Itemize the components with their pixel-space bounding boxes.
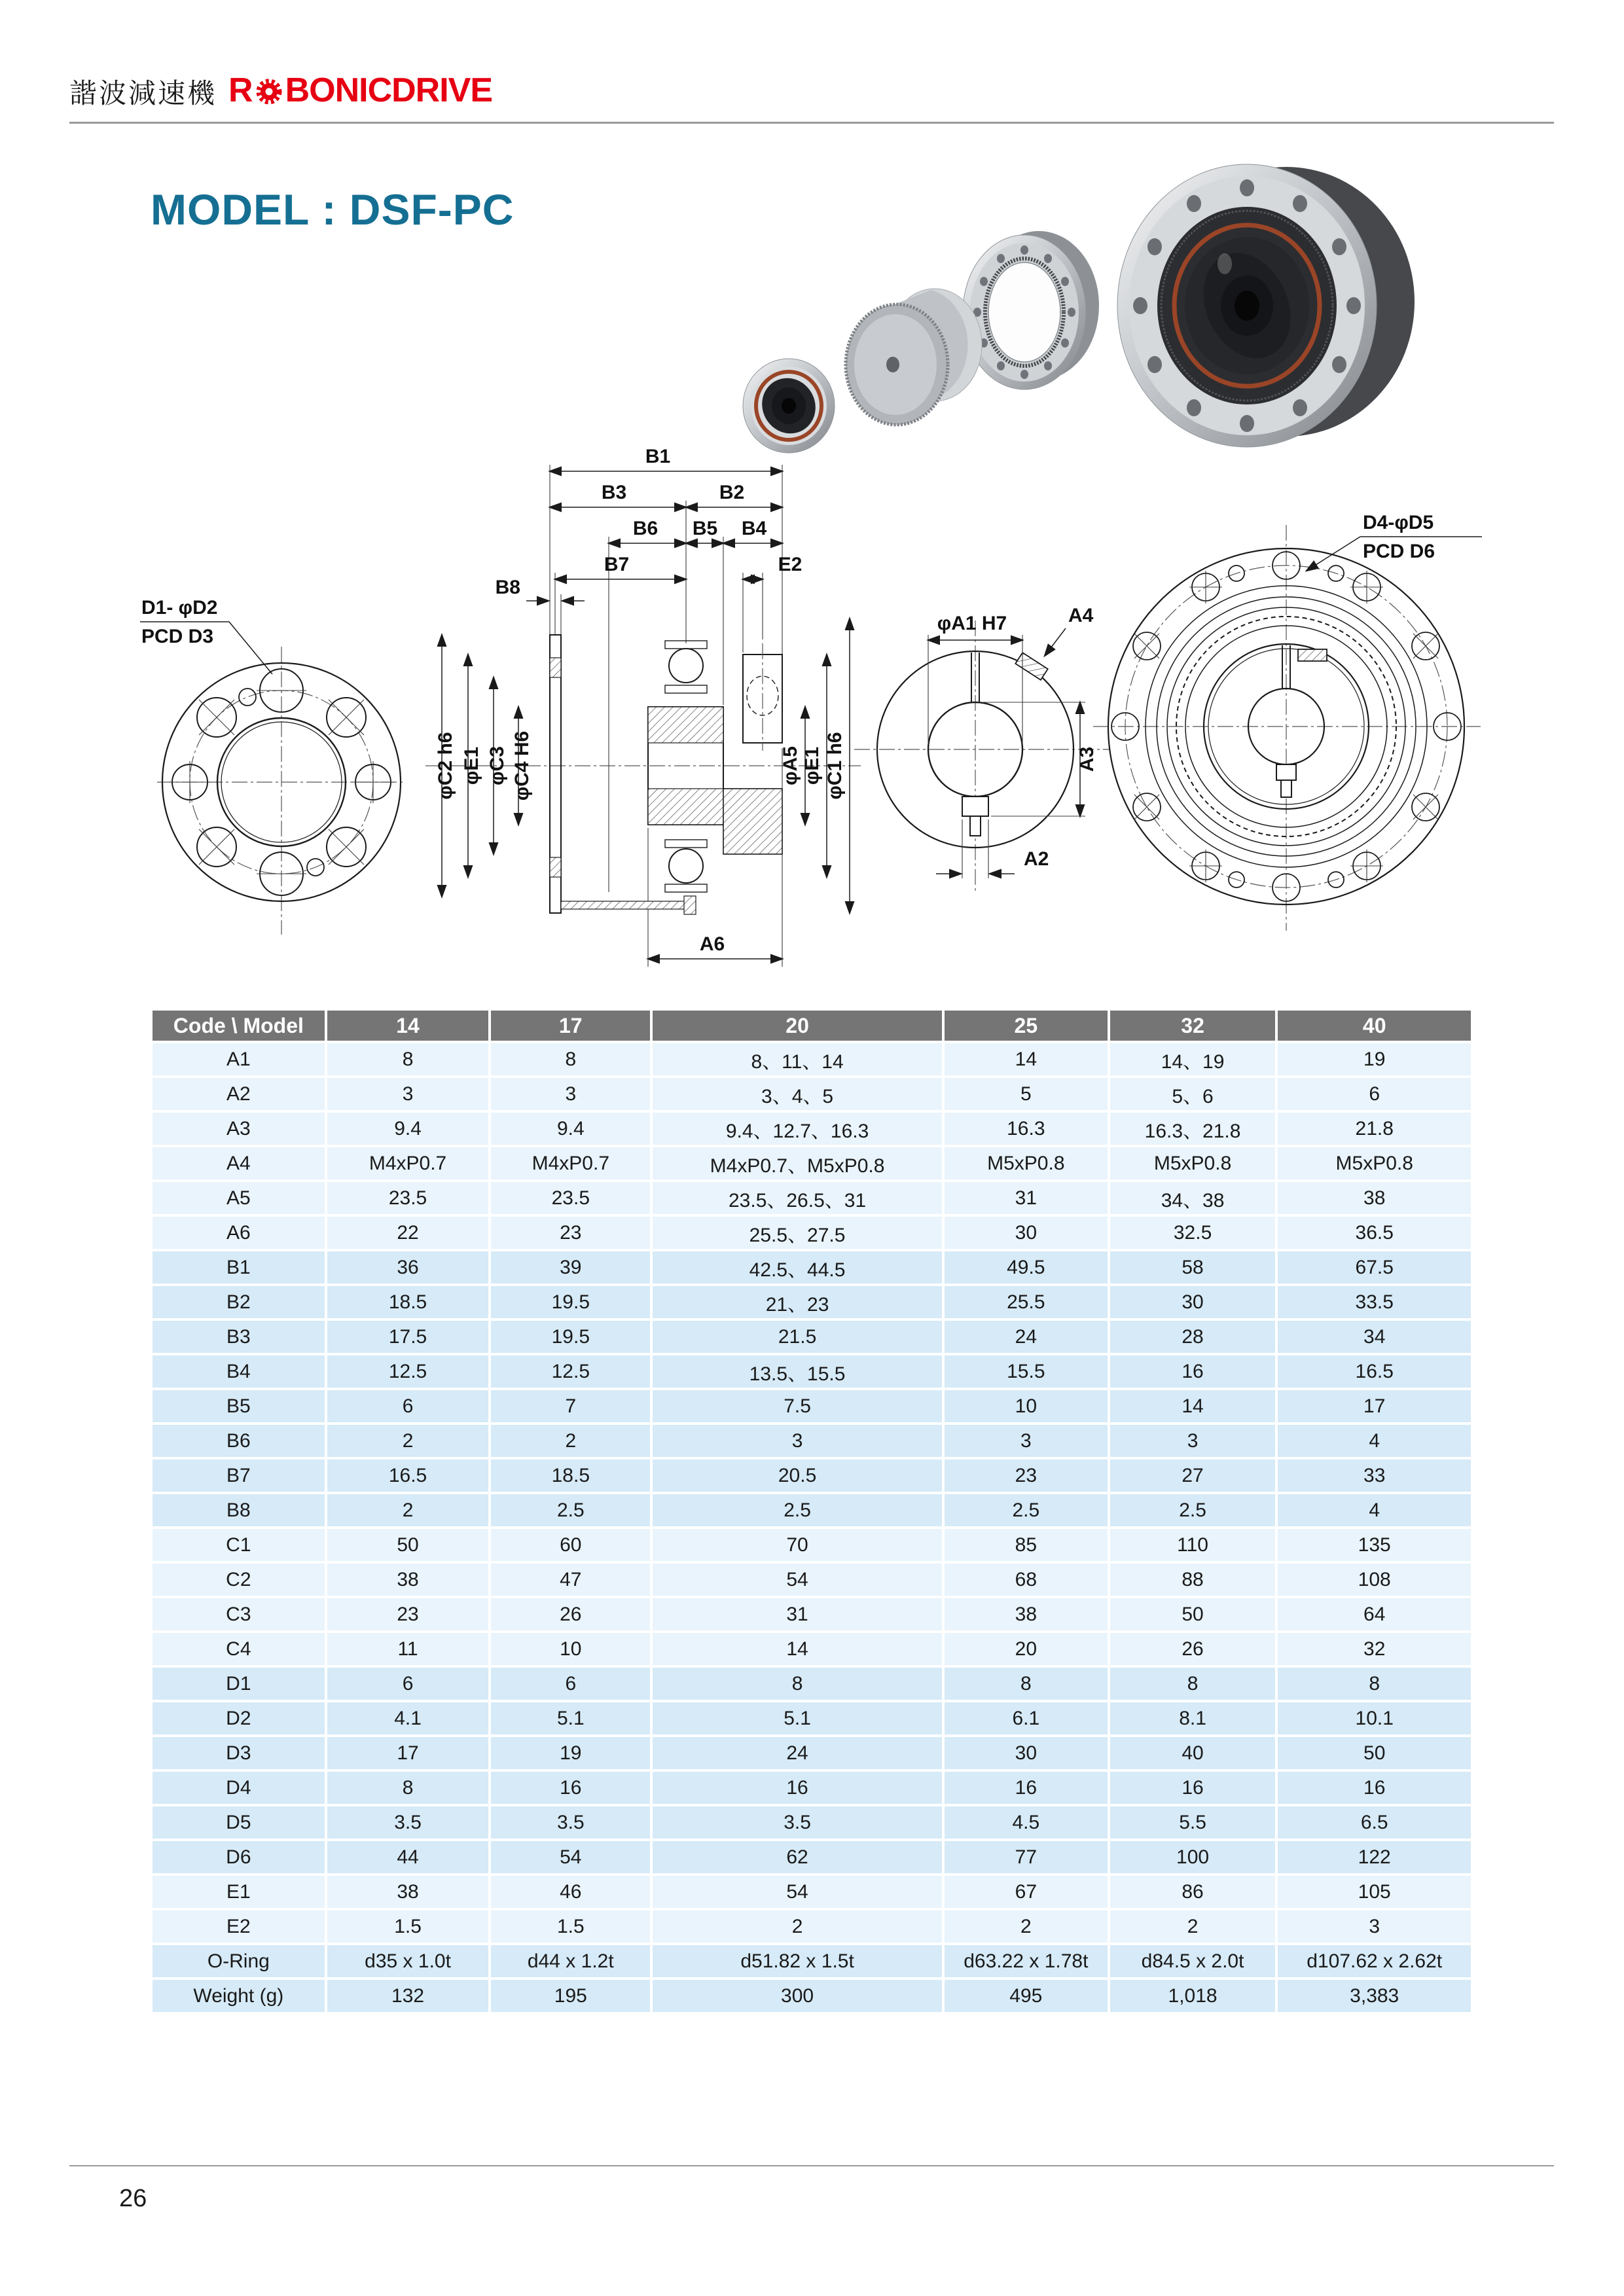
row-value: 6 <box>491 1668 650 1700</box>
table-row <box>153 1841 1471 1873</box>
footer-divider <box>69 2165 1554 2166</box>
row-value: 135 <box>1278 1529 1471 1561</box>
row-value: 100 <box>1110 1841 1276 1873</box>
row-value: 21.8 <box>1278 1113 1471 1145</box>
row-value: 60 <box>491 1529 650 1561</box>
flange-rear-callout-line2: PCD D6 <box>1363 541 1435 562</box>
row-value: 23 <box>327 1598 489 1630</box>
row-value: 77 <box>945 1841 1108 1873</box>
row-code: E1 <box>153 1876 325 1908</box>
row-value: 19.5 <box>491 1286 650 1318</box>
row-value: 195 <box>491 1980 650 2012</box>
row-value: 30 <box>1110 1286 1276 1318</box>
row-value: 16 <box>1110 1355 1276 1388</box>
table-row <box>153 1425 1471 1457</box>
row-value: 2.5 <box>1110 1494 1276 1526</box>
row-value: 47 <box>491 1564 650 1596</box>
dim-b6: B6 <box>632 518 659 539</box>
row-value: 6 <box>1278 1078 1471 1110</box>
row-value: 85 <box>945 1529 1108 1561</box>
row-value: 10.1 <box>1278 1702 1471 1734</box>
row-code: B1 <box>153 1251 325 1283</box>
spec-table-body <box>153 1043 1471 2012</box>
row-code: D2 <box>153 1702 325 1734</box>
spec-table <box>150 1008 1473 2015</box>
row-value: 13.5、15.5 <box>653 1355 942 1388</box>
row-value: 108 <box>1278 1564 1471 1596</box>
row-value: 15.5 <box>945 1355 1108 1388</box>
row-value: 86 <box>1110 1876 1276 1908</box>
table-row <box>153 1806 1471 1839</box>
row-value: 6 <box>327 1390 489 1422</box>
table-row <box>153 1494 1471 1526</box>
row-value: 3.5 <box>491 1806 650 1839</box>
row-code: D4 <box>153 1772 325 1804</box>
table-row <box>153 1564 1471 1596</box>
row-value: 8 <box>491 1043 650 1075</box>
dim-a5: φA5 <box>780 746 801 785</box>
row-value: 8 <box>945 1668 1108 1700</box>
spec-table-header-row <box>153 1011 1471 1041</box>
row-value: 1,018 <box>1110 1980 1276 2012</box>
row-code: A3 <box>153 1113 325 1145</box>
header-model-14: 14 <box>327 1011 489 1041</box>
table-row <box>153 1147 1471 1179</box>
dim-c4: φC4 H6 <box>511 730 533 801</box>
row-value: 31 <box>653 1598 942 1630</box>
row-value: d107.62 x 2.62t <box>1278 1945 1471 1977</box>
row-value: d63.22 x 1.78t <box>945 1945 1108 1977</box>
table-row <box>153 1355 1471 1388</box>
row-value: 26 <box>491 1598 650 1630</box>
row-code: A2 <box>153 1078 325 1110</box>
row-value: 2 <box>491 1425 650 1457</box>
row-code: C3 <box>153 1598 325 1630</box>
row-value: 300 <box>653 1980 942 2012</box>
row-value: 20.5 <box>653 1460 942 1492</box>
dim-a1: φA1 H7 <box>937 613 1007 634</box>
table-row <box>153 1910 1471 1943</box>
row-value: 3 <box>327 1078 489 1110</box>
row-value: d35 x 1.0t <box>327 1945 489 1977</box>
row-value: 24 <box>945 1321 1108 1353</box>
circular-spline-photo <box>963 231 1099 389</box>
row-value: 6 <box>327 1668 489 1700</box>
dim-c1: φC1 h6 <box>824 732 846 800</box>
row-value: 68 <box>945 1564 1108 1596</box>
row-code: A5 <box>153 1182 325 1214</box>
row-value: 36.5 <box>1278 1217 1471 1249</box>
section-view-drawing <box>386 435 871 998</box>
row-value: 16.3 <box>945 1113 1108 1145</box>
row-value: 105 <box>1278 1876 1471 1908</box>
dim-a2: A2 <box>1024 848 1049 870</box>
row-value: 50 <box>1110 1598 1276 1630</box>
row-value: 54 <box>653 1564 942 1596</box>
brand-logo <box>228 73 492 107</box>
row-value: 2.5 <box>491 1494 650 1526</box>
row-value: 10 <box>491 1633 650 1665</box>
row-value: 8 <box>327 1043 489 1075</box>
row-value: 2 <box>653 1910 942 1943</box>
row-value: 17 <box>327 1737 489 1769</box>
row-code: B7 <box>153 1460 325 1492</box>
row-value: 21.5 <box>653 1321 942 1353</box>
row-value: 132 <box>327 1980 489 2012</box>
header-code-model: Code \ Model <box>153 1011 325 1041</box>
flexspline-photo <box>846 289 982 425</box>
flange-rear-callout-line1: D4-φD5 <box>1363 512 1434 533</box>
row-value: 67.5 <box>1278 1251 1471 1283</box>
row-value: 16 <box>653 1772 942 1804</box>
table-row <box>153 1876 1471 1908</box>
dim-a3: A3 <box>1076 746 1098 772</box>
row-value: 49.5 <box>945 1251 1108 1283</box>
row-value: 9.4、12.7、16.3 <box>653 1113 942 1145</box>
row-code: B5 <box>153 1390 325 1422</box>
row-value: 16 <box>945 1772 1108 1804</box>
row-code: D5 <box>153 1806 325 1839</box>
row-value: 14 <box>945 1043 1108 1075</box>
row-value: 22 <box>327 1217 489 1249</box>
row-value: 58 <box>1110 1251 1276 1283</box>
row-value: 2.5 <box>653 1494 942 1526</box>
row-value: 7.5 <box>653 1390 942 1422</box>
row-value: 88 <box>1110 1564 1276 1596</box>
table-row <box>153 1737 1471 1769</box>
row-value: 16 <box>491 1772 650 1804</box>
row-value: 54 <box>491 1841 650 1873</box>
row-value: 32.5 <box>1110 1217 1276 1249</box>
table-row <box>153 1668 1471 1700</box>
row-value: 38 <box>945 1598 1108 1630</box>
gear-icon <box>254 75 284 105</box>
row-value: 14 <box>653 1633 942 1665</box>
table-row <box>153 1633 1471 1665</box>
row-value: 33 <box>1278 1460 1471 1492</box>
header-model-32: 32 <box>1110 1011 1276 1041</box>
row-value: 8 <box>1278 1668 1471 1700</box>
row-value: 11 <box>327 1633 489 1665</box>
dim-a4: A4 <box>1068 605 1094 626</box>
row-value: 8 <box>327 1772 489 1804</box>
row-value: 40 <box>1110 1737 1276 1769</box>
table-row <box>153 1529 1471 1561</box>
row-value: 67 <box>945 1876 1108 1908</box>
row-value: 122 <box>1278 1841 1471 1873</box>
row-value: 28 <box>1110 1321 1276 1353</box>
dim-b1: B1 <box>645 446 671 467</box>
row-value: 34 <box>1278 1321 1471 1353</box>
page-header <box>69 73 492 107</box>
row-code: Weight (g) <box>153 1980 325 2012</box>
flange-front-callout-line1: D1- φD2 <box>141 597 218 619</box>
row-value: 495 <box>945 1980 1108 2012</box>
table-row <box>153 1113 1471 1145</box>
page-title: MODEL : DSF-PC <box>151 185 514 234</box>
row-value: 6.1 <box>945 1702 1108 1734</box>
row-value: 1.5 <box>491 1910 650 1943</box>
row-value: 5 <box>945 1078 1108 1110</box>
row-value: 38 <box>327 1564 489 1596</box>
table-row <box>153 1460 1471 1492</box>
row-value: 23 <box>491 1217 650 1249</box>
table-row <box>153 1702 1471 1734</box>
row-value: 33.5 <box>1278 1286 1471 1318</box>
row-value: 3 <box>1278 1910 1471 1943</box>
row-value: 54 <box>653 1876 942 1908</box>
table-row <box>153 1251 1471 1283</box>
table-row <box>153 1217 1471 1249</box>
row-value: 24 <box>653 1737 942 1769</box>
row-value: M5xP0.8 <box>1278 1147 1471 1179</box>
header-divider <box>69 122 1554 124</box>
row-value: 3 <box>945 1425 1108 1457</box>
row-value: 23 <box>945 1460 1108 1492</box>
row-code: B8 <box>153 1494 325 1526</box>
table-row <box>153 1772 1471 1804</box>
row-value: 5.5 <box>1110 1806 1276 1839</box>
row-value: 6.5 <box>1278 1806 1471 1839</box>
row-value: 4 <box>1278 1494 1471 1526</box>
row-value: 2 <box>1110 1910 1276 1943</box>
row-value: 16.5 <box>1278 1355 1471 1388</box>
row-code: D3 <box>153 1737 325 1769</box>
header-model-20: 20 <box>653 1011 942 1041</box>
product-category-label: 諧波減速機 <box>69 78 217 109</box>
row-code: C4 <box>153 1633 325 1665</box>
row-value: 25.5、27.5 <box>653 1217 942 1249</box>
row-code: E2 <box>153 1910 325 1943</box>
row-value: 19 <box>1278 1043 1471 1075</box>
row-code: B6 <box>153 1425 325 1457</box>
row-value: 27 <box>1110 1460 1276 1492</box>
row-code: B2 <box>153 1286 325 1318</box>
row-value: 16.3、21.8 <box>1110 1113 1276 1145</box>
dim-e1-right: φE1 <box>801 746 823 785</box>
table-row <box>153 1321 1471 1353</box>
row-value: d51.82 x 1.5t <box>653 1945 942 1977</box>
row-value: M4xP0.7 <box>491 1147 650 1179</box>
row-value: 8.1 <box>1110 1702 1276 1734</box>
row-value: 12.5 <box>327 1355 489 1388</box>
row-value: 8 <box>1110 1668 1276 1700</box>
brand-suffix: BONICDRIVE <box>285 71 493 109</box>
row-code: C1 <box>153 1529 325 1561</box>
row-value: 42.5、44.5 <box>653 1251 942 1283</box>
flange-rear-view-drawing <box>1080 484 1492 936</box>
row-value: 70 <box>653 1529 942 1561</box>
row-value: 30 <box>945 1737 1108 1769</box>
row-value: 9.4 <box>327 1113 489 1145</box>
row-value: 2 <box>327 1425 489 1457</box>
row-value: 17 <box>1278 1390 1471 1422</box>
row-value: 4 <box>1278 1425 1471 1457</box>
row-value: 18.5 <box>327 1286 489 1318</box>
row-value: 16 <box>1278 1772 1471 1804</box>
row-value: 12.5 <box>491 1355 650 1388</box>
row-value: 19.5 <box>491 1321 650 1353</box>
row-value: 23.5 <box>491 1182 650 1214</box>
product-photo <box>694 128 1427 455</box>
row-value: 14 <box>1110 1390 1276 1422</box>
row-value: 7 <box>491 1390 650 1422</box>
row-code: B4 <box>153 1355 325 1388</box>
table-row <box>153 1945 1471 1977</box>
row-value: 4.1 <box>327 1702 489 1734</box>
row-value: 23.5 <box>327 1182 489 1214</box>
row-value: 8、11、14 <box>653 1043 942 1075</box>
row-value: 14、19 <box>1110 1043 1276 1075</box>
row-value: 10 <box>945 1390 1108 1422</box>
dim-c3: φC3 <box>486 746 508 785</box>
row-value: 5、6 <box>1110 1078 1276 1110</box>
row-value: 5.1 <box>653 1702 942 1734</box>
row-value: d84.5 x 2.0t <box>1110 1945 1276 1977</box>
row-value: 50 <box>327 1529 489 1561</box>
dim-b3: B3 <box>601 482 627 503</box>
row-code: O-Ring <box>153 1945 325 1977</box>
row-code: A6 <box>153 1217 325 1249</box>
table-row <box>153 1286 1471 1318</box>
dim-c2: φC2 h6 <box>435 732 456 800</box>
row-value: 1.5 <box>327 1910 489 1943</box>
header-model-40: 40 <box>1278 1011 1471 1041</box>
row-value: 3、4、5 <box>653 1078 942 1110</box>
row-value: M4xP0.7 <box>327 1147 489 1179</box>
row-value: 2.5 <box>945 1494 1108 1526</box>
row-value: 110 <box>1110 1529 1276 1561</box>
row-value: 2 <box>327 1494 489 1526</box>
row-value: 62 <box>653 1841 942 1873</box>
row-value: 39 <box>491 1251 650 1283</box>
row-value: 44 <box>327 1841 489 1873</box>
row-value: 8 <box>653 1668 942 1700</box>
dim-e1-left: φE1 <box>461 746 482 785</box>
table-row <box>153 1182 1471 1214</box>
dim-b4: B4 <box>741 518 767 539</box>
dim-b5: B5 <box>692 518 718 539</box>
row-value: 50 <box>1278 1737 1471 1769</box>
flange-front-view-drawing <box>124 576 406 949</box>
row-value: 64 <box>1278 1598 1471 1630</box>
row-code: A1 <box>153 1043 325 1075</box>
page-number: 26 <box>119 2185 147 2212</box>
dim-b2: B2 <box>719 482 745 503</box>
row-code: B3 <box>153 1321 325 1353</box>
row-value: 3,383 <box>1278 1980 1471 2012</box>
table-row <box>153 1043 1471 1075</box>
row-code: D1 <box>153 1668 325 1700</box>
row-value: M5xP0.8 <box>1110 1147 1276 1179</box>
table-row <box>153 1980 1471 2012</box>
row-value: 34、38 <box>1110 1182 1276 1214</box>
row-value: 20 <box>945 1633 1108 1665</box>
row-value: 26 <box>1110 1633 1276 1665</box>
dim-e2: E2 <box>778 554 803 575</box>
table-row <box>153 1598 1471 1630</box>
row-code: C2 <box>153 1564 325 1596</box>
row-value: M4xP0.7、M5xP0.8 <box>653 1147 942 1179</box>
row-value: 16.5 <box>327 1460 489 1492</box>
row-value: 2 <box>945 1910 1108 1943</box>
dim-b7: B7 <box>604 554 630 575</box>
flange-front-callout-line2: PCD D3 <box>141 626 214 647</box>
row-value: 38 <box>327 1876 489 1908</box>
row-value: 21、23 <box>653 1286 942 1318</box>
row-value: 5.1 <box>491 1702 650 1734</box>
table-row <box>153 1078 1471 1110</box>
row-value: 17.5 <box>327 1321 489 1353</box>
dim-b8: B8 <box>495 577 520 598</box>
row-value: 30 <box>945 1217 1108 1249</box>
row-value: M5xP0.8 <box>945 1147 1108 1179</box>
row-value: 9.4 <box>491 1113 650 1145</box>
row-code: D6 <box>153 1841 325 1873</box>
row-value: 46 <box>491 1876 650 1908</box>
row-value: 4.5 <box>945 1806 1108 1839</box>
row-value: 16 <box>1110 1772 1276 1804</box>
brand-prefix: R <box>228 71 253 109</box>
row-value: 36 <box>327 1251 489 1283</box>
row-value: 19 <box>491 1737 650 1769</box>
row-value: 32 <box>1278 1633 1471 1665</box>
header-model-17: 17 <box>491 1011 650 1041</box>
row-value: 3 <box>1110 1425 1276 1457</box>
row-value: 3 <box>491 1078 650 1110</box>
row-value: 3.5 <box>653 1806 942 1839</box>
row-value: 31 <box>945 1182 1108 1214</box>
header-model-25: 25 <box>945 1011 1108 1041</box>
row-value: 3.5 <box>327 1806 489 1839</box>
dim-a6: A6 <box>699 933 725 955</box>
row-value: 38 <box>1278 1182 1471 1214</box>
row-value: 25.5 <box>945 1286 1108 1318</box>
table-row <box>153 1390 1471 1422</box>
row-value: d44 x 1.2t <box>491 1945 650 1977</box>
row-value: 18.5 <box>491 1460 650 1492</box>
row-value: 3 <box>653 1425 942 1457</box>
assembled-unit-photo <box>1117 164 1415 447</box>
row-code: A4 <box>153 1147 325 1179</box>
row-value: 23.5、26.5、31 <box>653 1182 942 1214</box>
